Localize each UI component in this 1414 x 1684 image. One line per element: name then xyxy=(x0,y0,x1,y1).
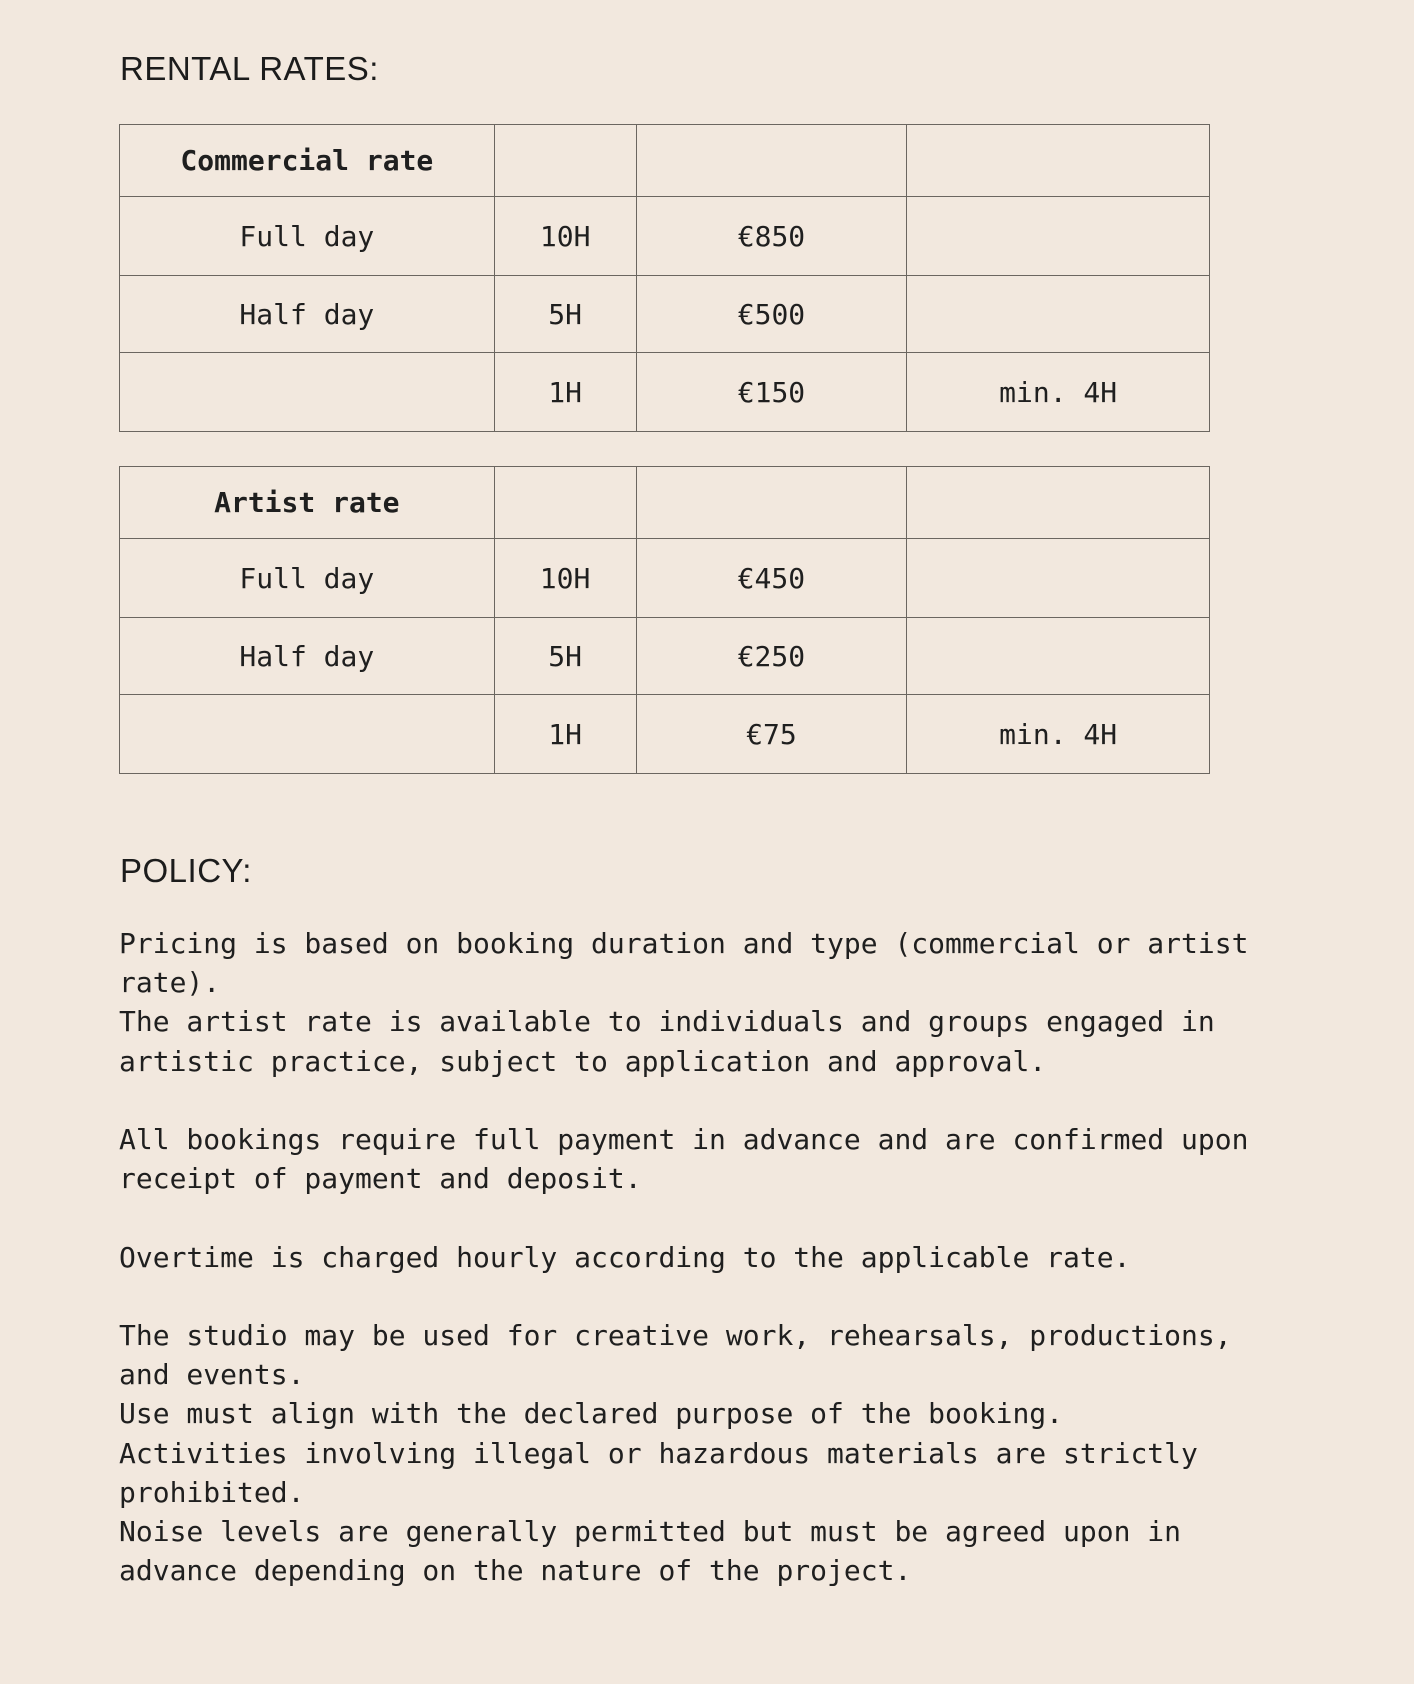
empty-cell xyxy=(494,125,636,197)
table-title: Commercial rate xyxy=(120,125,495,197)
rate-duration: 5H xyxy=(494,618,636,695)
policy-sentence: Noise levels are generally permitted but must be agreed upon in advance depending on the nature of the project. xyxy=(119,1515,1182,1588)
rate-price: €500 xyxy=(636,276,907,353)
policy-sentence: All bookings require full payment in advance and are confirmed upon receipt of payment and deposit. xyxy=(119,1123,1249,1196)
rate-duration: 1H xyxy=(494,695,636,774)
table-row xyxy=(120,197,1210,276)
policy-sentence: Activities involving illegal or hazardous materials are strictly prohibited. xyxy=(119,1436,1198,1509)
policy-sentence: Overtime is charged hourly according to the applicable rate. xyxy=(119,1240,1131,1274)
policy-paragraph xyxy=(119,1316,1299,1590)
rate-duration: 10H xyxy=(494,539,636,618)
policy-paragraph xyxy=(119,1238,1299,1277)
policy-paragraph xyxy=(119,1120,1299,1198)
table-title: Artist rate xyxy=(120,467,495,539)
table-row xyxy=(120,276,1210,353)
rate-price: €250 xyxy=(636,618,907,695)
rate-price: €850 xyxy=(636,197,907,276)
rate-label: Full day xyxy=(120,197,495,276)
table-row xyxy=(120,539,1210,618)
policy-sentence: Pricing is based on booking duration and type (commercial or artist rate). xyxy=(119,927,1249,1000)
table-header-row xyxy=(120,125,1210,197)
rate-label: Half day xyxy=(120,618,495,695)
rate-price: €75 xyxy=(636,695,907,774)
empty-cell xyxy=(494,467,636,539)
rate-note: min. 4H xyxy=(907,695,1210,774)
policy-paragraph xyxy=(119,924,1299,1081)
policy-heading: POLICY: xyxy=(120,852,252,889)
rental-rates-heading: RENTAL RATES: xyxy=(120,50,379,87)
rate-duration: 1H xyxy=(494,353,636,432)
policy-sentence: The artist rate is available to individuals and groups engaged in artistic practice, subject to application and approval. xyxy=(119,1005,1215,1078)
rate-price: €450 xyxy=(636,539,907,618)
empty-cell xyxy=(907,467,1210,539)
rate-price: €150 xyxy=(636,353,907,432)
rate-duration: 5H xyxy=(494,276,636,353)
policy-text xyxy=(119,924,1299,1590)
rate-note xyxy=(907,618,1210,695)
rate-label xyxy=(120,695,495,774)
rate-note: min. 4H xyxy=(907,353,1210,432)
empty-cell xyxy=(636,467,907,539)
commercial-rate-table xyxy=(119,124,1210,432)
policy-sentence: The studio may be used for creative work, rehearsals, productions, and events. xyxy=(119,1318,1232,1392)
table-row xyxy=(120,695,1210,774)
rate-note xyxy=(907,197,1210,276)
rate-label: Half day xyxy=(120,276,495,353)
table-row xyxy=(120,353,1210,432)
policy-sentence: Use must align with the declared purpose of the booking. xyxy=(119,1397,1064,1431)
artist-rate-table xyxy=(119,466,1210,774)
rate-note xyxy=(907,539,1210,618)
rate-duration: 10H xyxy=(494,197,636,276)
empty-cell xyxy=(907,125,1210,197)
table-header-row xyxy=(120,467,1210,539)
rate-label xyxy=(120,353,495,432)
empty-cell xyxy=(636,125,907,197)
rate-label: Full day xyxy=(120,539,495,618)
table-row xyxy=(120,618,1210,695)
rate-note xyxy=(907,276,1210,353)
